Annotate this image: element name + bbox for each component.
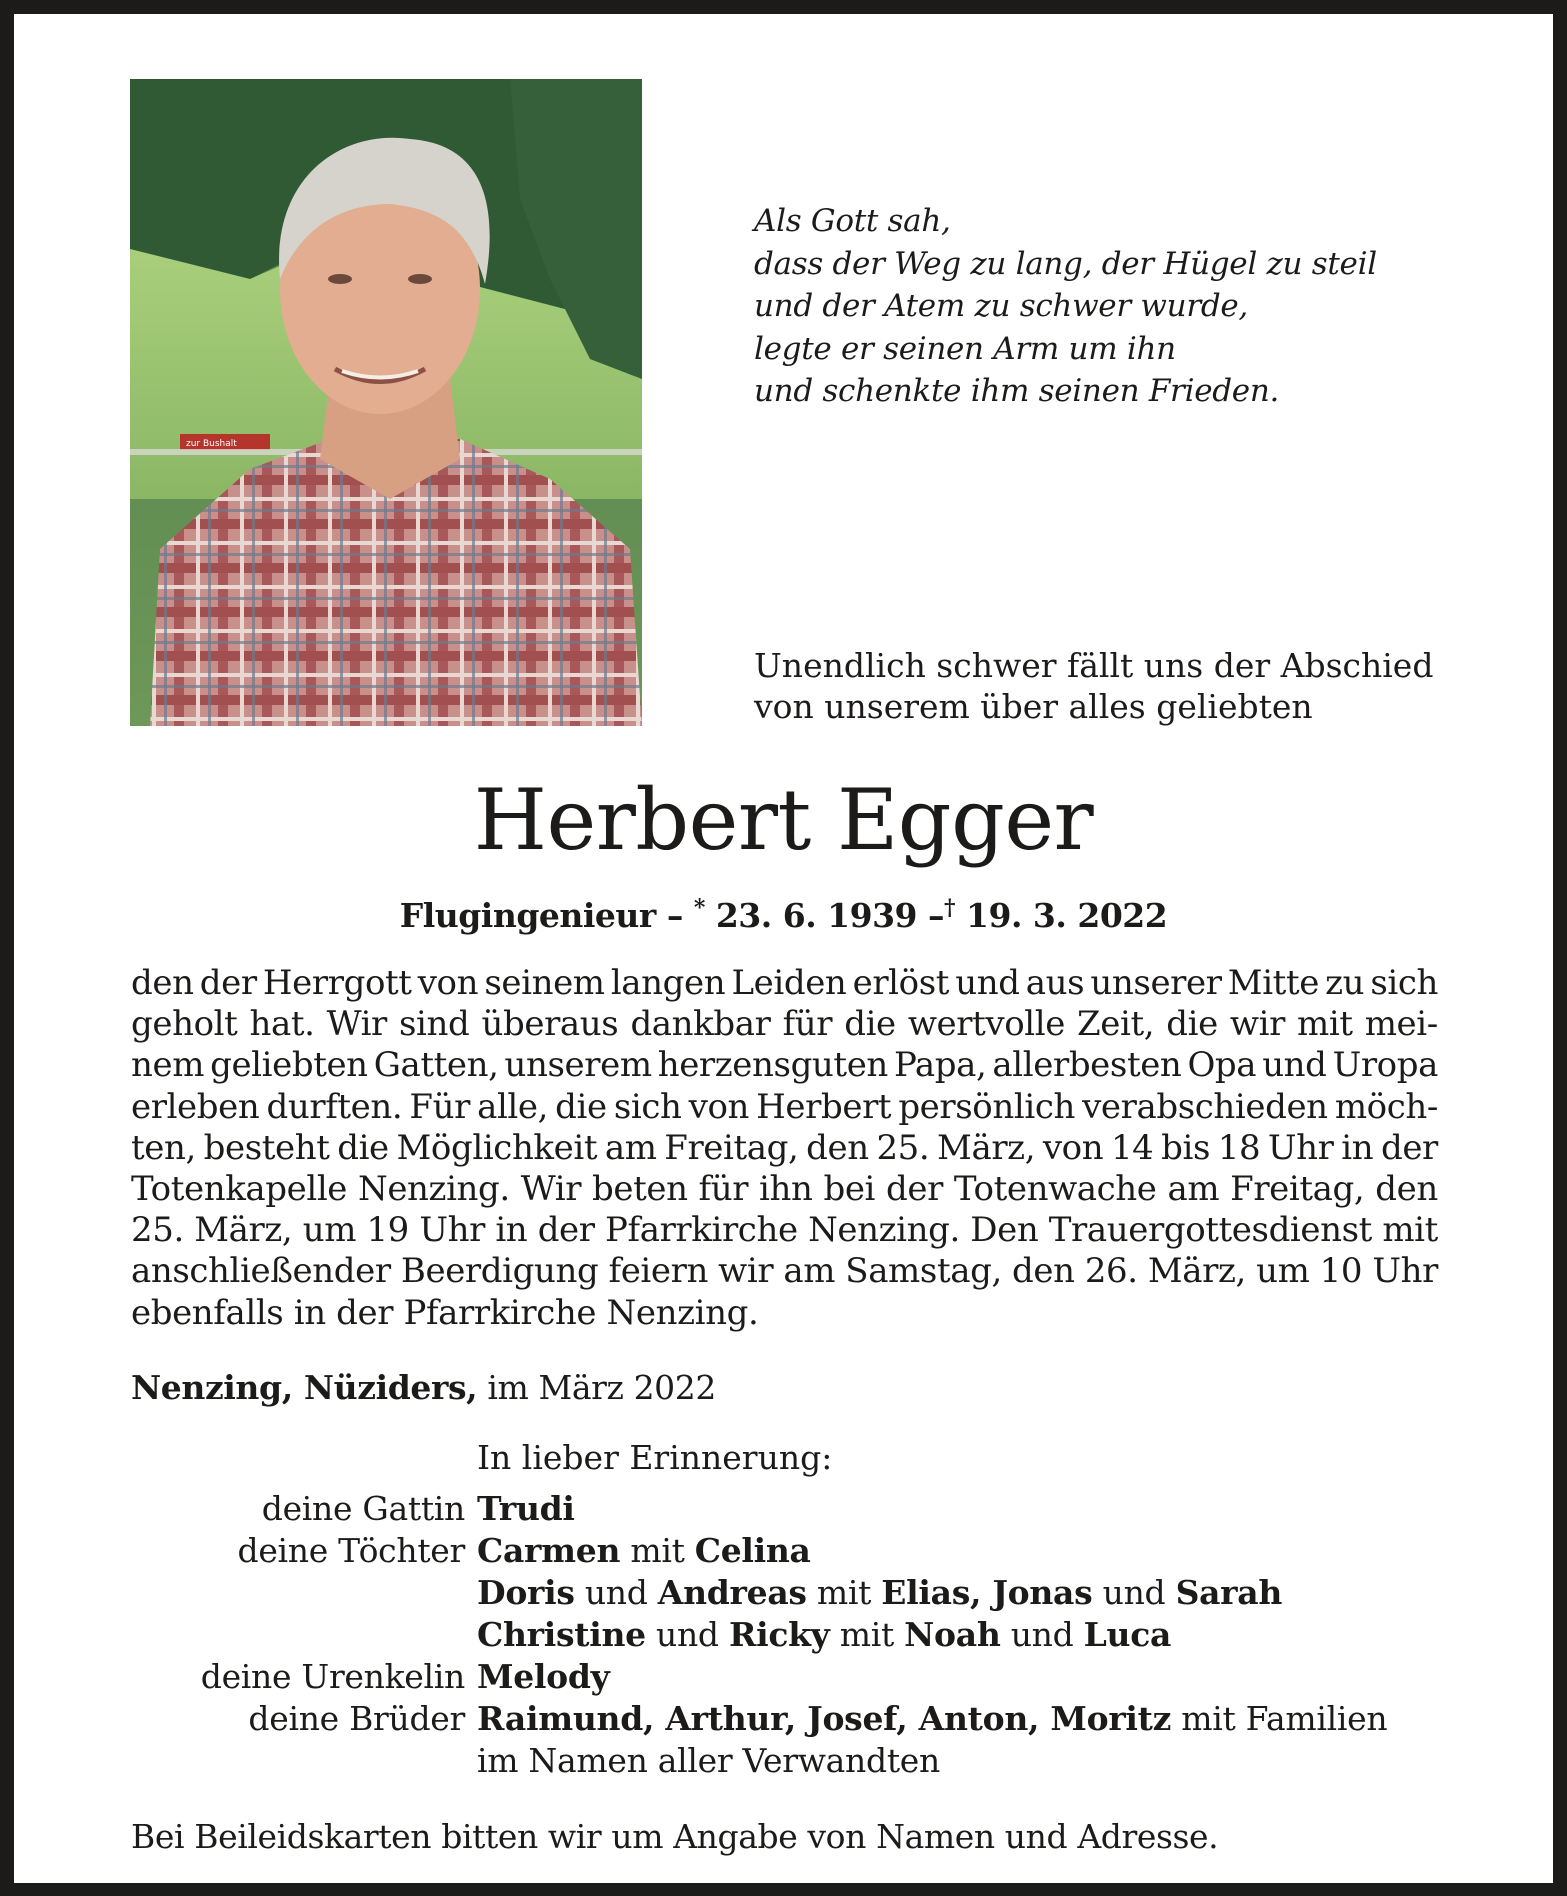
body-word: alle, bbox=[477, 1086, 549, 1127]
family-member-name: Sarah bbox=[1175, 1573, 1283, 1612]
family-row bbox=[0, 1488, 1567, 1530]
body-word: beten bbox=[592, 1169, 688, 1210]
body-word: erleben bbox=[131, 1086, 260, 1127]
body-word: wir bbox=[1229, 1004, 1285, 1045]
body-word: Totenwache bbox=[953, 1169, 1157, 1210]
family-member-name: Andreas bbox=[657, 1573, 807, 1612]
body-word: besteht bbox=[203, 1127, 330, 1168]
family-connector: und bbox=[574, 1573, 658, 1612]
body-word: Nenzing. bbox=[808, 1210, 960, 1251]
towns: Nenzing, Nüziders, bbox=[131, 1368, 478, 1407]
body-word: 18 bbox=[1217, 1127, 1261, 1168]
poem-line: und schenkte ihm seinen Frieden. bbox=[754, 373, 1280, 409]
portrait-photo bbox=[130, 79, 642, 726]
body-word: 26. bbox=[1084, 1251, 1138, 1292]
body-word: März, bbox=[194, 1210, 293, 1251]
body-word: um bbox=[1256, 1251, 1310, 1292]
body-word: die bbox=[337, 1127, 389, 1168]
family-member-name: Raimund, Arthur, Josef, Anton, Moritz bbox=[477, 1699, 1172, 1738]
body-word: Freitag, bbox=[664, 1127, 799, 1168]
body-word: März, bbox=[1147, 1251, 1246, 1292]
body-word: Herbert bbox=[756, 1086, 892, 1127]
family-role: deine Gattin bbox=[261, 1489, 465, 1528]
family-member-name: Christine bbox=[477, 1615, 646, 1654]
death-date: 19. 3. 2022 bbox=[966, 896, 1168, 935]
body-word: den bbox=[1375, 1169, 1438, 1210]
poem-line: dass der Weg zu lang, der Hügel zu steil bbox=[754, 245, 1377, 282]
body-word: von bbox=[417, 963, 479, 1003]
body-word: 10 bbox=[1319, 1251, 1363, 1292]
deceased-name: Herbert Egger bbox=[473, 771, 1094, 869]
body-word: wir bbox=[718, 1251, 774, 1292]
body-word: 25. bbox=[131, 1210, 184, 1251]
intro-text bbox=[754, 645, 1433, 727]
birth-date: 23. 6. 1939 bbox=[715, 896, 918, 935]
body-word: seinem bbox=[484, 963, 605, 1003]
body-word: der bbox=[1380, 1127, 1438, 1168]
family-names bbox=[477, 1614, 1171, 1656]
body-text bbox=[131, 963, 1438, 1334]
family-connector: im Namen aller Verwandten bbox=[477, 1741, 940, 1780]
body-word: Uhr bbox=[1267, 1127, 1334, 1168]
family-connector: mit bbox=[620, 1531, 695, 1570]
body-word: hat. bbox=[249, 1004, 315, 1045]
body-word: für bbox=[698, 1169, 749, 1210]
family-names bbox=[477, 1698, 1387, 1740]
body-word: Möglichkeit bbox=[396, 1127, 598, 1168]
body-word: sich bbox=[1370, 963, 1438, 1003]
body-word: Samstag, bbox=[845, 1251, 1002, 1292]
body-word: nem bbox=[131, 1045, 205, 1086]
place-date bbox=[131, 1367, 716, 1409]
family-member-name: Luca bbox=[1083, 1615, 1172, 1654]
body-word: Beerdigung bbox=[400, 1251, 599, 1292]
body-word: der bbox=[537, 1210, 595, 1251]
born-symbol: * bbox=[693, 895, 705, 921]
body-word: anschließender bbox=[131, 1251, 391, 1292]
family-member-name: Ricky bbox=[728, 1615, 830, 1654]
body-word: wertvolle bbox=[907, 1004, 1065, 1045]
body-word: mei- bbox=[1364, 1004, 1438, 1045]
body-word: die bbox=[555, 1086, 607, 1127]
body-word: persönlich bbox=[898, 1086, 1075, 1127]
body-word: Pfarrkirche bbox=[605, 1210, 798, 1251]
body-word: Leiden bbox=[731, 963, 847, 1003]
body-word: und bbox=[955, 963, 1020, 1003]
body-word: Wir bbox=[520, 1169, 582, 1210]
body-word: mit bbox=[1382, 1210, 1438, 1251]
poem-line: und der Atem zu schwer wurde, bbox=[754, 288, 1248, 324]
body-word: Papa, bbox=[893, 1045, 987, 1086]
body-word: unserer bbox=[1090, 963, 1222, 1003]
portrait-image bbox=[130, 79, 642, 726]
intro-line: Unendlich schwer fällt uns der Abschied bbox=[754, 646, 1434, 685]
family-names bbox=[477, 1656, 610, 1698]
body-word: zu bbox=[1325, 963, 1365, 1003]
body-word: am bbox=[604, 1127, 657, 1168]
body-word: Den bbox=[970, 1210, 1039, 1251]
family-member-name: Trudi bbox=[477, 1489, 575, 1528]
body-word: ten, bbox=[131, 1127, 196, 1168]
family-list bbox=[0, 1488, 1567, 1782]
family-row bbox=[0, 1740, 1567, 1782]
body-word: Totenkapelle bbox=[131, 1169, 348, 1210]
body-word: langen bbox=[610, 963, 726, 1003]
body-word: den bbox=[806, 1127, 869, 1168]
body-word: verabschieden bbox=[1082, 1086, 1328, 1127]
body-word: am bbox=[1167, 1169, 1220, 1210]
body-word: Für bbox=[409, 1086, 470, 1127]
body-word: die bbox=[1166, 1004, 1218, 1045]
family-row bbox=[0, 1698, 1567, 1740]
body-word: der bbox=[885, 1169, 943, 1210]
body-word: unserem bbox=[504, 1045, 652, 1086]
family-role: deine Urenkelin bbox=[200, 1657, 465, 1696]
body-word: Wir bbox=[326, 1004, 387, 1045]
family-connector: und bbox=[645, 1615, 729, 1654]
poem-line: Als Gott sah, bbox=[754, 203, 951, 239]
body-word: Nenzing. bbox=[357, 1169, 510, 1210]
body-word: in bbox=[495, 1210, 528, 1251]
family-row bbox=[0, 1530, 1567, 1572]
family-member-name: Doris bbox=[477, 1573, 575, 1612]
body-word: den bbox=[1012, 1251, 1075, 1292]
body-word: von bbox=[688, 1086, 750, 1127]
family-role: deine Brüder bbox=[248, 1699, 465, 1738]
body-word: aus bbox=[1025, 963, 1085, 1003]
sign-text: zur Bushalt bbox=[186, 439, 237, 449]
family-member-name: Celina bbox=[694, 1531, 811, 1570]
footer-note: Bei Beileidskarten bitten wir um Angabe von Namen und Adresse. bbox=[131, 1817, 1219, 1856]
body-word: Mitte bbox=[1227, 963, 1319, 1003]
body-line bbox=[131, 1128, 1438, 1169]
body-word: allerbesten bbox=[992, 1045, 1182, 1086]
body-word: um bbox=[302, 1210, 357, 1251]
body-word: geholt bbox=[131, 1004, 238, 1045]
body-word: Trauergottesdienst bbox=[1048, 1210, 1372, 1251]
body-word: in bbox=[1341, 1127, 1374, 1168]
body-word: 25. bbox=[876, 1127, 930, 1168]
body-word: Uhr bbox=[419, 1210, 485, 1251]
body-line bbox=[131, 1004, 1438, 1045]
body-word: bis bbox=[1161, 1127, 1211, 1168]
family-connector: mit bbox=[829, 1615, 905, 1654]
body-word: dankbar bbox=[630, 1004, 771, 1045]
family-member-name: Carmen bbox=[477, 1531, 621, 1570]
body-line bbox=[131, 1045, 1438, 1086]
body-word: herzensguten bbox=[657, 1045, 888, 1086]
profession: Flugingenieur bbox=[399, 896, 656, 935]
body-word: Uropa bbox=[1332, 1045, 1438, 1086]
family-names bbox=[477, 1740, 940, 1782]
family-member-name: Elias, Jonas bbox=[881, 1573, 1093, 1612]
body-word: feiern bbox=[608, 1251, 708, 1292]
body-word: Freitag, bbox=[1230, 1169, 1365, 1210]
body-word: geliebten bbox=[210, 1045, 368, 1086]
date: im März 2022 bbox=[487, 1368, 716, 1407]
body-line: ebenfalls in der Pfarrkirche Nenzing. bbox=[131, 1292, 759, 1333]
family-row bbox=[0, 1656, 1567, 1698]
body-word: Opa bbox=[1187, 1045, 1257, 1086]
family-names bbox=[477, 1572, 1282, 1614]
body-word: ihn bbox=[759, 1169, 813, 1210]
body-word: und bbox=[1262, 1045, 1327, 1086]
body-line bbox=[131, 1251, 1438, 1292]
body-word: überaus bbox=[481, 1004, 619, 1045]
family-member-name: Noah bbox=[904, 1615, 1001, 1654]
body-word: bei bbox=[823, 1169, 876, 1210]
family-row bbox=[0, 1614, 1567, 1656]
body-word: möch- bbox=[1334, 1086, 1438, 1127]
poem-line: legte er seinen Arm um ihn bbox=[754, 330, 1176, 367]
family-role: deine Töchter bbox=[237, 1531, 465, 1570]
deceased-details bbox=[0, 888, 1567, 936]
body-word: den bbox=[131, 963, 194, 1003]
body-word: März, bbox=[937, 1127, 1036, 1168]
poem bbox=[754, 200, 1377, 413]
died-symbol: † bbox=[944, 895, 956, 921]
family-names bbox=[477, 1530, 811, 1572]
body-word: für bbox=[782, 1004, 833, 1045]
body-word: von bbox=[1042, 1127, 1104, 1168]
family-connector: und bbox=[1000, 1615, 1084, 1654]
body-line bbox=[131, 963, 1438, 1004]
body-word: mit bbox=[1297, 1004, 1353, 1045]
separator: – bbox=[666, 896, 683, 935]
body-line bbox=[131, 1210, 1438, 1251]
body-word: 19 bbox=[366, 1210, 409, 1251]
body-word: am bbox=[783, 1251, 836, 1292]
family-connector: mit Familien bbox=[1171, 1699, 1388, 1738]
intro-line: von unserem über alles geliebten bbox=[754, 687, 1313, 726]
family-names bbox=[477, 1488, 575, 1530]
body-word: durften. bbox=[266, 1086, 403, 1127]
body-word: 14 bbox=[1110, 1127, 1154, 1168]
separator: – bbox=[928, 896, 945, 935]
body-word: erlöst bbox=[852, 963, 950, 1003]
body-word: sind bbox=[399, 1004, 470, 1045]
family-connector: und bbox=[1092, 1573, 1176, 1612]
body-word: Uhr bbox=[1372, 1251, 1438, 1292]
family-connector: mit bbox=[806, 1573, 882, 1612]
body-word: Herrgott bbox=[262, 963, 412, 1003]
body-word: Gatten, bbox=[373, 1045, 499, 1086]
body-line bbox=[131, 1087, 1438, 1128]
family-row bbox=[0, 1572, 1567, 1614]
body-word: Zeit, bbox=[1077, 1004, 1155, 1045]
body-line bbox=[131, 1169, 1438, 1210]
body-word: der bbox=[199, 963, 257, 1003]
body-word: die bbox=[844, 1004, 896, 1045]
memory-heading: In lieber Erinnerung: bbox=[477, 1438, 833, 1477]
body-word: sich bbox=[613, 1086, 682, 1127]
family-member-name: Melody bbox=[477, 1657, 610, 1696]
